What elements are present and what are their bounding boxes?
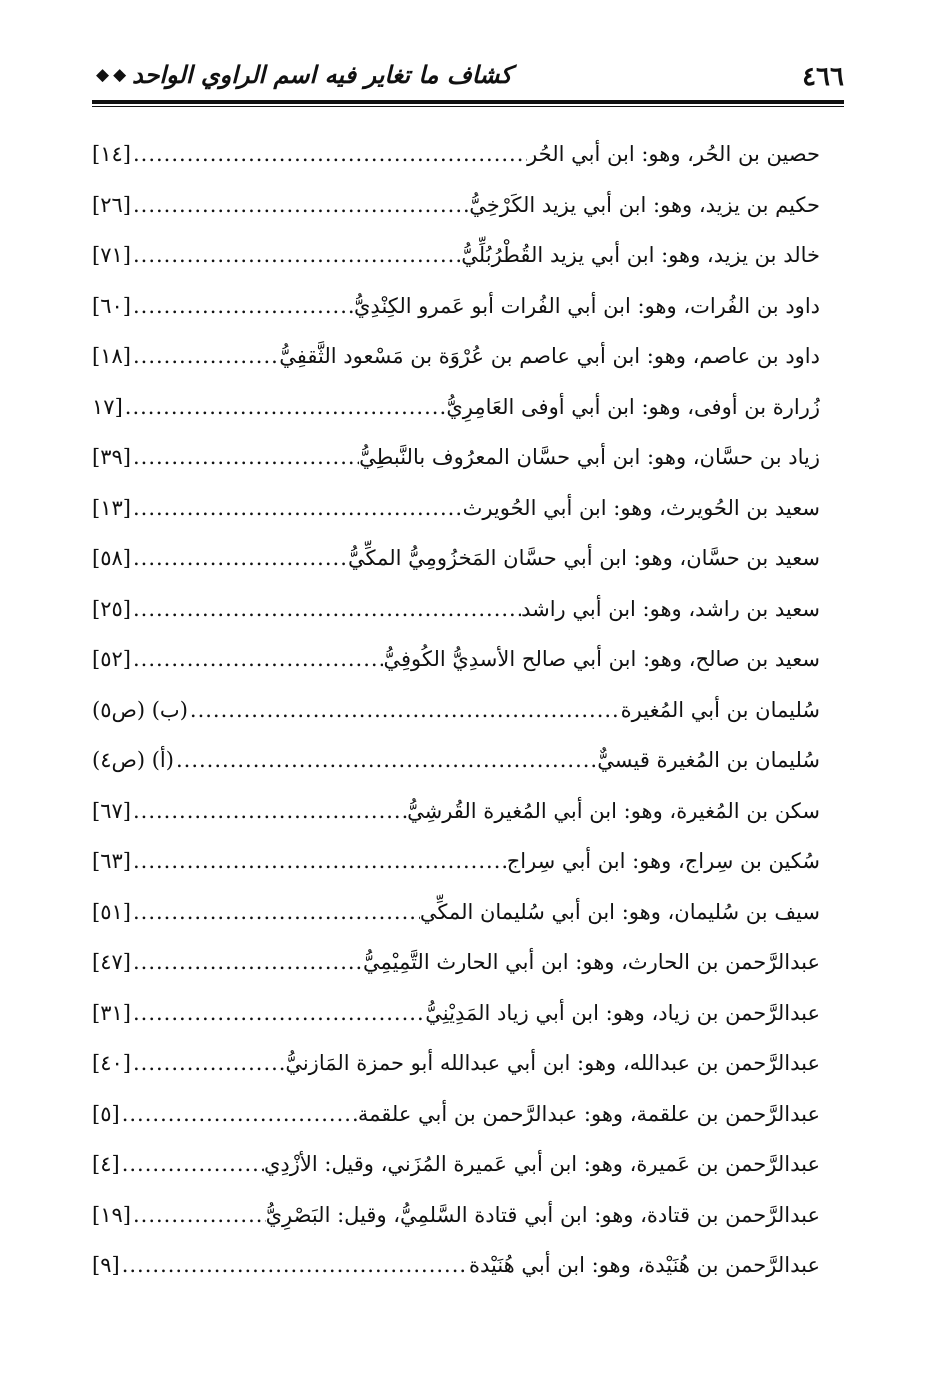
entry-reference: [٦٣] bbox=[92, 849, 131, 873]
index-entry bbox=[92, 1038, 820, 1089]
dot-leader bbox=[133, 988, 425, 1039]
entry-reference: [١٣] bbox=[92, 495, 131, 520]
dot-leader bbox=[133, 533, 348, 584]
index-entry bbox=[92, 1190, 820, 1241]
entry-text: سعيد بن صالح، وهو: ابن أبي صالح الأسدِيُّ الكُوفِيُّ bbox=[383, 647, 820, 671]
entry-text: عبدالرَّحمن بن هُنَيْدة، وهو: ابن أبي هُنَيْدة bbox=[468, 1253, 820, 1277]
index-entry bbox=[92, 1089, 820, 1140]
index-entry bbox=[92, 331, 820, 382]
entry-reference: [٢٦] bbox=[92, 192, 131, 217]
index-entry bbox=[92, 786, 820, 837]
index-entry bbox=[92, 382, 820, 433]
index-entry bbox=[92, 129, 820, 180]
entry-text: زُرارة بن أوفى، وهو: ابن أبي أوفى العَامِرِيُّ bbox=[446, 394, 820, 419]
index-entry bbox=[92, 230, 820, 281]
index-entry bbox=[92, 1240, 820, 1291]
dot-leader bbox=[133, 1038, 285, 1089]
entry-text: سعيد بن الحُويرث، وهو: ابن أبي الحُويرث bbox=[462, 495, 820, 520]
dot-leader bbox=[133, 634, 383, 685]
index-entry bbox=[92, 836, 820, 887]
index-entry bbox=[92, 988, 820, 1039]
header-rule-thin bbox=[92, 106, 844, 107]
entry-text: عبدالرَّحمن بن علقمة، وهو: عبدالرَّحمن بن أبي علقمة bbox=[357, 1101, 820, 1126]
index-entry bbox=[92, 685, 820, 736]
entry-text: عبدالرَّحمن بن عَميرة، وهو: ابن أبي عَميرة المُزَني، وقيل: الأزْدِي bbox=[263, 1152, 820, 1176]
dot-leader bbox=[133, 1190, 266, 1241]
entry-reference: [٧١] bbox=[92, 243, 131, 267]
entry-reference: [١٧ bbox=[92, 394, 123, 419]
dot-leader bbox=[133, 887, 420, 938]
page-header bbox=[92, 58, 844, 98]
entry-text: داود بن عاصم، وهو: ابن أبي عاصم بن عُرْوَة بن مَسْعود الثَّقفِيُّ bbox=[279, 344, 820, 368]
entry-text: حكيم بن يزيد، وهو: ابن أبي يزيد الكَرْخِيُّ bbox=[469, 192, 820, 217]
entry-text: سُليمان بن أبي المُغيرة bbox=[620, 697, 820, 722]
dot-leader bbox=[176, 735, 597, 786]
entry-text: سُليمان بن المُغيرة قيسيٌّ bbox=[597, 748, 820, 772]
entry-text: حصين بن الحُر، وهو: ابن أبي الحُر bbox=[527, 142, 820, 166]
index-entry bbox=[92, 483, 820, 534]
entry-reference: [٤٠] bbox=[92, 1051, 131, 1075]
dot-leader bbox=[133, 483, 463, 534]
dot-leader bbox=[133, 129, 527, 180]
dot-leader bbox=[133, 584, 521, 635]
entry-text: سكن بن المُغيرة، وهو: ابن أبي المُغيرة القُرشِيُّ bbox=[407, 798, 820, 823]
entry-text: عبدالرَّحمن بن الحارث، وهو: ابن أبي الحارث التَّمِيْمِيُّ bbox=[362, 950, 820, 974]
index-entry bbox=[92, 180, 820, 231]
entry-reference: [٦٧] bbox=[92, 798, 131, 823]
entry-reference: [١٩] bbox=[92, 1202, 131, 1227]
dot-leader bbox=[133, 786, 407, 837]
entry-reference: [٥٢] bbox=[92, 647, 131, 671]
index-entry bbox=[92, 887, 820, 938]
entry-text: سيف بن سُليمان، وهو: ابن أبي سُليمان المكِّي bbox=[419, 899, 820, 924]
dot-leader bbox=[133, 281, 354, 332]
header-rule-thick bbox=[92, 100, 844, 104]
entry-reference: [١٤] bbox=[92, 142, 131, 166]
entry-text: داود بن الفُرات، وهو: ابن أبي الفُرات أبو عَمرو الكِنْدِيُّ bbox=[354, 293, 820, 318]
entry-text: سعيد بن راشد، وهو: ابن أبي راشد bbox=[521, 596, 820, 621]
entry-reference: [٥١] bbox=[92, 899, 131, 924]
index-entry bbox=[92, 281, 820, 332]
index-entry bbox=[92, 634, 820, 685]
index-entry bbox=[92, 533, 820, 584]
entry-reference: [٤] bbox=[92, 1152, 120, 1176]
entry-reference: (أ) (ص٤) bbox=[92, 748, 174, 772]
dot-leader bbox=[133, 937, 363, 988]
index-entry bbox=[92, 937, 820, 988]
entry-text: سعيد بن حسَّان، وهو: ابن أبي حسَّان المَخزُومِيُّ المكِّيُّ bbox=[347, 546, 820, 570]
entry-text: سُكين بن سِراج، وهو: ابن أبي سِراج bbox=[506, 849, 820, 873]
dot-leader bbox=[125, 382, 447, 433]
entry-text: زياد بن حسَّان، وهو: ابن أبي حسَّان المعرُوف بالنَّبطِيُّ bbox=[359, 445, 820, 469]
entry-text: عبدالرَّحمن بن عبدالله، وهو: ابن أبي عبدالله أبو حمزة المَازنيُّ bbox=[285, 1051, 820, 1075]
running-title: كشاف ما تغاير فيه اسم الراوي الواحد bbox=[132, 60, 512, 89]
index-entry bbox=[92, 584, 820, 635]
entry-reference: [٩] bbox=[92, 1253, 120, 1277]
entry-text: خالد بن يزيد، وهو: ابن أبي يزيد القُطْرُبُلِّيُّ bbox=[461, 243, 820, 267]
index-entry bbox=[92, 735, 820, 786]
dot-leader bbox=[122, 1240, 469, 1291]
index-entries-list bbox=[92, 129, 820, 1291]
entry-reference: (ب) (ص٥) bbox=[92, 697, 188, 722]
page-number: ٤٦٦ bbox=[802, 62, 844, 92]
entry-reference: [٣١] bbox=[92, 1000, 131, 1025]
dot-leader bbox=[122, 1139, 264, 1190]
dot-leader bbox=[190, 685, 621, 736]
entry-text: عبدالرَّحمن بن زياد، وهو: ابن أبي زياد المَدِيْنِيُّ bbox=[425, 1000, 820, 1025]
diamond-ornament-icon: ◆◆ bbox=[96, 65, 131, 85]
entry-reference: [٥٨] bbox=[92, 546, 131, 570]
dot-leader bbox=[122, 1089, 358, 1140]
entry-reference: [٥] bbox=[92, 1101, 120, 1126]
entry-reference: [٤٧] bbox=[92, 950, 131, 974]
entry-text: عبدالرَّحمن بن قتادة، وهو: ابن أبي قتادة السَّلمِيُّ، وقيل: البَصْرِيُّ bbox=[265, 1202, 820, 1227]
dot-leader bbox=[133, 432, 359, 483]
dot-leader bbox=[133, 836, 507, 887]
dot-leader bbox=[133, 180, 469, 231]
index-entry bbox=[92, 1139, 820, 1190]
dot-leader bbox=[133, 331, 279, 382]
entry-reference: [١٨] bbox=[92, 344, 131, 368]
entry-reference: [٦٠] bbox=[92, 293, 131, 318]
index-entry bbox=[92, 432, 820, 483]
entry-reference: [٣٩] bbox=[92, 445, 131, 469]
entry-reference: [٢٥] bbox=[92, 596, 131, 621]
dot-leader bbox=[133, 230, 461, 281]
